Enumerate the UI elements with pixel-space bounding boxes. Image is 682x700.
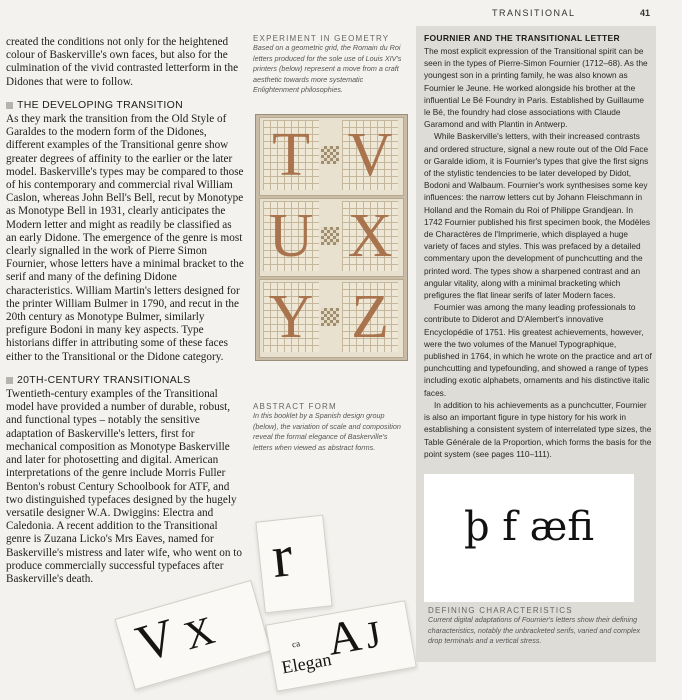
panel-body: [424, 45, 652, 460]
abstract-caption: [253, 402, 405, 453]
geometry-caption: [253, 34, 408, 96]
plate-letter: Z: [342, 282, 398, 352]
caption-body: Based on a geometric grid, the Romain du Roi letters produced for the sole use of Louis XIV's printers (below) represent a move from a craft aesthetic towards more systematic Enlightenment philosophies.: [253, 43, 402, 94]
type-sample-glyphs: þ f æfi: [463, 504, 595, 550]
booklet-page: [255, 515, 332, 614]
plate-row: [259, 279, 404, 358]
booklet-photo: [110, 500, 430, 700]
panel-paragraph: While Baskerville's letters, with their increased contrasts and ordered structure, signal a new route out of the Old Face or Garalde idiom, it is Fournier's types that give the first signs of the stylistic tendencies to be later developed by Didot, Bodoni and Walbaum. Fournier's work synthesises some key influences: the narrow letters cut by Johann Fleischmann in Holland and the Romain du Roi of Philippe Grandjean. In 1742 Fournier published his first specimen book, the Modèles de Charactères de l'Imprimerie, which displayed a huge variety of faces and styles. This was prefaced by a detailed commentary upon the development of punchcutting and the printed word. The types show a sharpened contrast and an angular vitality, along with a minimal bracketing which prefigures the flat linear serifs of later Modern faces.: [424, 131, 650, 301]
booklet-glyph: ca: [291, 638, 301, 650]
running-head: TRANSITIONAL: [492, 8, 576, 18]
booklet-glyph: Elegan: [280, 649, 333, 678]
booklet-glyph: X: [178, 607, 220, 659]
plate-letter: T: [263, 120, 319, 190]
caption-body: Current digital adaptations of Fournier's letters show their defining characteristics, notably the unbracketed serifs, varied and complex drop terminals and a vertical stress.: [428, 615, 641, 645]
booklet-glyph: A: [323, 608, 365, 665]
plate-row: [259, 117, 404, 196]
checker-ornament-icon: [321, 308, 339, 326]
checker-ornament-icon: [321, 146, 339, 164]
booklet-page: [115, 580, 272, 690]
panel-paragraph: The most explicit expression of the Transitional spirit can be seen in the types of Pierre-Simon Fournier (1712–68). As the youngest son in a printing family, he was also known as Fournier le Jeune. He worked alongside his brother at the influential Le Bé Foundry in Paris. Established by Guillaume le Bé, the foundry had close associations with Claude Garamond and with Plantin in Antwerp.: [424, 46, 648, 130]
fournier-sidebar-panel: [416, 26, 656, 662]
checker-ornament-icon: [321, 227, 339, 245]
plate-letter: X: [342, 201, 398, 271]
type-sample-box: [424, 474, 634, 602]
square-bullet-icon: [6, 102, 13, 109]
booklet-glyph: r: [268, 522, 296, 591]
page-number: 41: [640, 8, 651, 18]
booklet-glyph: J: [362, 613, 384, 658]
defining-caption: [428, 606, 650, 647]
caption-heading: DEFINING CHARACTERISTICS: [428, 606, 573, 615]
romain-du-roi-plate: [255, 114, 408, 361]
panel-paragraph: In addition to his achievements as a punchcutter, Fournier is also an important figure in type history for his work in establishing a consistent system of interrelated type sizes, the Table Générale de la Proportion, which forms the basis for the point system (see pages 110–111).: [424, 399, 652, 459]
panel-paragraph: Fournier was among the many leading professionals to contribute to Diderot and D'Alembert's innovative Encyclopédie of 1751. His greatest achievements, however, were the two volumes of the Manuel Typographique, published in 1764, in which he wrote on the practice and art of punchcutting and typefounding, and showed a range of types including exotic alphabets, ornaments and his distinctive italic faces.: [424, 302, 652, 398]
plate-letter: V: [342, 120, 398, 190]
plate-letter: Y: [263, 282, 319, 352]
section-heading-developing-transition: [6, 99, 244, 112]
intro-paragraph: created the conditions not only for the heightened colour of Baskerville's own faces, but also for the culmination of the vivid contrasted letterform in the Didones that were to follow.: [6, 36, 239, 88]
section-heading-text: 20TH-CENTURY TRANSITIONALS: [17, 373, 191, 386]
caption-heading: ABSTRACT FORM: [253, 402, 337, 411]
panel-title: FOURNIER AND THE TRANSITIONAL LETTER: [424, 33, 620, 43]
section-heading-text: THE DEVELOPING TRANSITION: [17, 98, 183, 111]
caption-body: In this booklet by a Spanish design group (below), the variation of scale and composition reveal the formal elegance of Baskerville's letters when viewed as abstract forms.: [253, 411, 401, 452]
plate-row: [259, 198, 404, 277]
caption-heading: EXPERIMENT IN GEOMETRY: [253, 34, 390, 43]
square-bullet-icon: [6, 377, 13, 384]
plate-letter: U: [263, 201, 319, 271]
section-body-developing-transition: As they mark the transition from the Old Style of Garaldes to the modern form of the Didones, different examples of the Transitional genre show greater degrees of affinity to the earlier or the later model. Baskerville's types may be compared to those of his contemporary and commercial rival William Caslon, whereas John Bell's Bell, recut by Monotype as Monotype Bell in 1931, clearly anticipates the Modern letter and might as readily be classified as an early Didone. The emergence of the genre is most clearly signalled in the work of Pierre Simon Fournier, whose letters have a minimal bracket to the serif and many of the defining Didone characteristics. William Martin's letters designed for the printer William Bulmer in 1790, and recut in the 20th century as Monotype Bulmer, similarly prefigure Bodoni in many key aspects. Type historians differ in attributing some of these faces either to the Transitional or the Didone category.: [6, 113, 244, 363]
section-body-20th-century: Twentieth-century examples of the Transitional model have provided a number of durable, robust, and functional types – notably the sensitive adaptation of Baskerville's letters, first for mechanical composition as Monotype Baskerville and later for photosetting and digital. American interpretations of the genre include Morris Fuller Benton's robust Century Schoolbook for ATF, and two distinguished typefaces designed by the hugely versatile designer W.A. Dwiggins: Electra and Caledonia. A recent addition to the Transitional genre is Zuzana Licko's Mrs Eaves, named for Baskerville's mistress and later wife, who went on to produce commercially successful typefaces after Baskerville's death.: [6, 388, 242, 585]
booklet-glyph: V: [130, 608, 182, 674]
booklet-page: [265, 600, 417, 692]
section-heading-20th-century: [6, 374, 244, 387]
